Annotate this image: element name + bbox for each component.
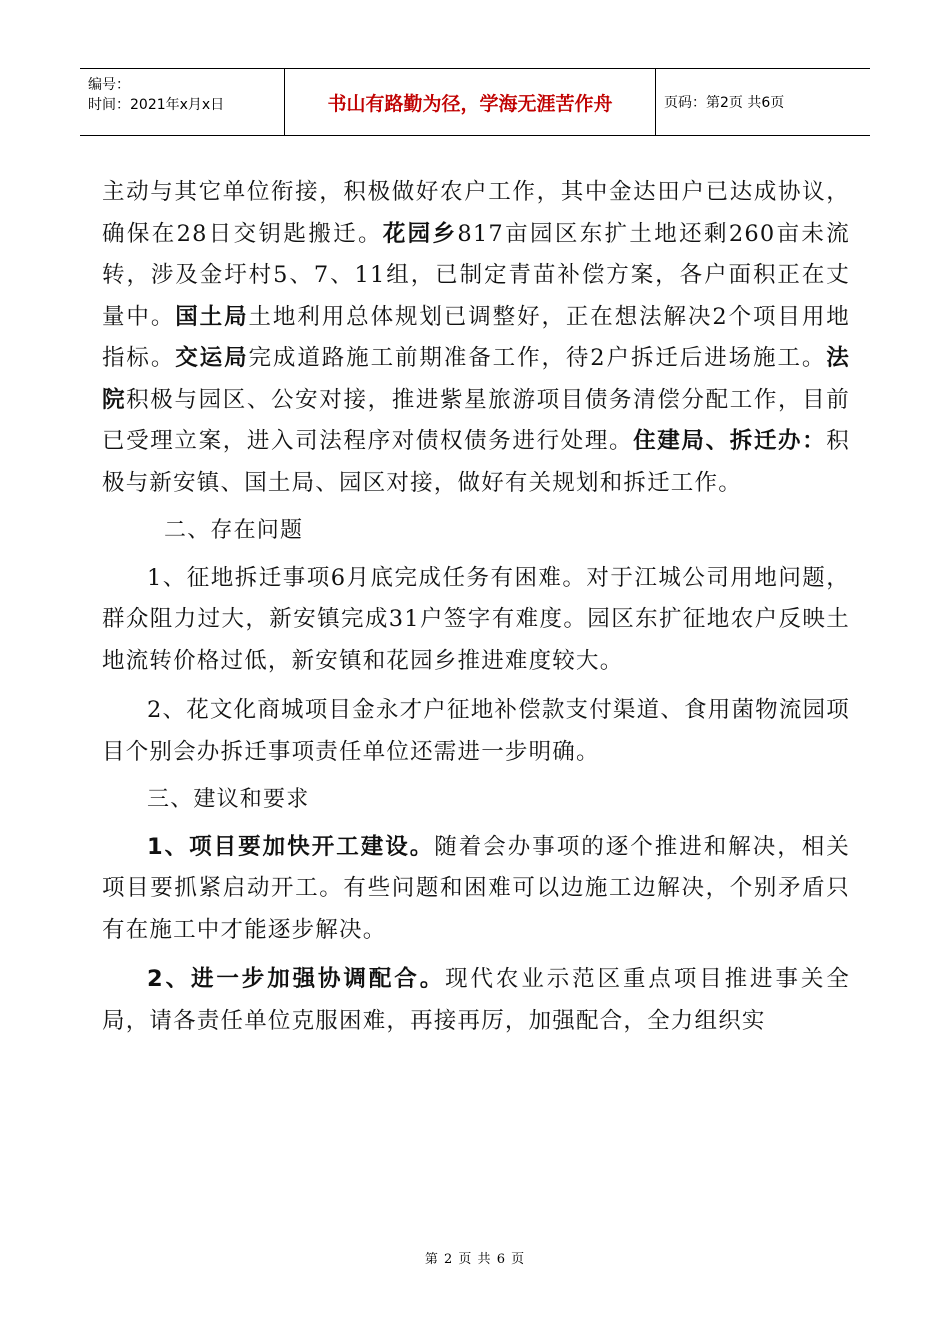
page-footer: 第 2 页 共 6 页 — [424, 1252, 526, 1267]
body-text-span: 现代农业示范区重点项目推进事关全局，请各责任单位克服困难，再接再厉，加强配合，全力组织实 — [102, 966, 850, 1034]
section3-item-2 — [102, 959, 850, 1042]
body-text-span: 完成道路施工前期准备工作，待2户拆迁后进场施工。 — [248, 345, 827, 371]
document-body — [102, 172, 850, 1042]
item-bold-title: 2、进一步加强协调配合。 — [147, 966, 446, 992]
bold-unit-name: 花园乡 — [382, 220, 458, 247]
body-text-span: 土地利用总体规划已调整好，正在想法解决2个项目用地指标。 — [102, 303, 850, 371]
header-page-info: 页码：第2页 共6页 — [664, 95, 785, 111]
document-number-label: 编号： — [88, 77, 130, 93]
section1-paragraph — [102, 172, 850, 504]
section2-item-1: 1、征地拆迁事项6月底完成任务有困难。对于江城公司用地问题，群众阻力过大，新安镇完成31户签字有难度。园区东扩征地农户反映土地流转价格过低，新安镇和花园乡推进难度较大。 — [102, 564, 850, 674]
header-motto: 书山有路勤为径，学海无涯苦作舟 — [284, 69, 656, 135]
body-text-span: 主动与其它单位衔接，积极做好农户工作，其中金达田户已达成协议，确保在28日交钥匙搬迁。 — [102, 179, 850, 247]
section3-item-1 — [102, 827, 850, 952]
section2-item-2: 2、花文化商城项目金永才户征地补偿款支付渠道、食用菌物流园项目个别会办拆迁事项责任单位还需进一步明确。 — [102, 697, 850, 765]
section3-heading: 三、建议和要求 — [147, 787, 310, 812]
item-bold-title: 1、项目要加快开工建设。 — [147, 833, 435, 860]
bold-unit-name: 法院 — [102, 345, 850, 413]
body-text-span: 817亩园区东扩土地还剩260亩未流转，涉及金圩村5、7、11组，已制定青苗补偿方案，各户面积正在丈量中。 — [102, 220, 850, 330]
bold-unit-name: 交运局 — [175, 345, 249, 371]
page-header — [80, 68, 870, 136]
bold-unit-name: 住建局、拆迁办： — [633, 428, 827, 454]
body-text-span: 随着会办事项的逐个推进和解决，相关项目要抓紧启动开工。有些问题和困难可以边施工边解决，个别矛盾只有在施工中才能逐步解决。 — [102, 833, 850, 943]
document-date-label: 时间：2021年x月x日 — [88, 97, 225, 113]
header-meta — [80, 69, 284, 135]
section2-heading: 二、存在问题 — [164, 518, 304, 543]
body-text-span: 积极与园区、公安对接，推进紫星旅游项目债务清偿分配工作，目前已受理立案，进入司法程序对债权债务进行处理。 — [102, 386, 850, 454]
body-text-span: 积极与新安镇、国土局、园区对接，做好有关规划和拆迁工作。 — [102, 428, 850, 496]
bold-unit-name: 国土局 — [175, 303, 249, 330]
